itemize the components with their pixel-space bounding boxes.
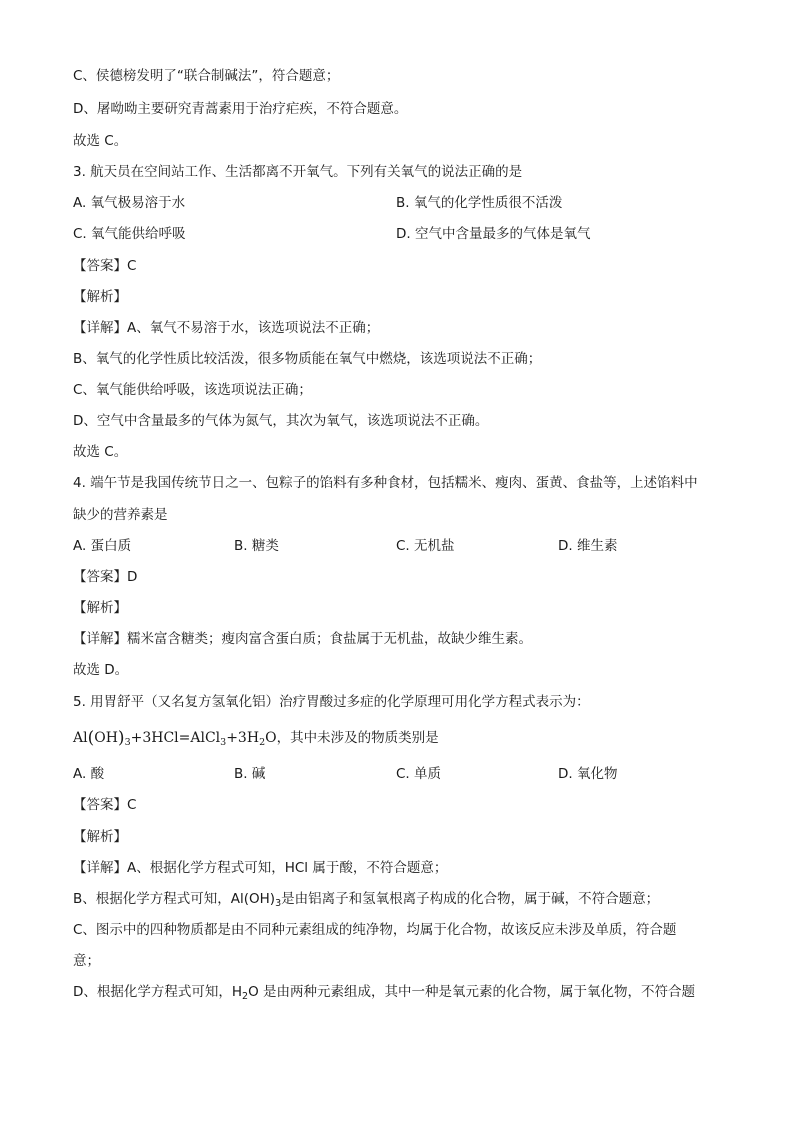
q3-detail-d: D、空气中含量最多的气体为氮气，其次为氧气，该选项说法不正确。: [73, 413, 489, 429]
q4-conclusion: 故选 D。: [73, 662, 129, 678]
q5-detail-d-sub: 2: [242, 991, 249, 1002]
q4-stem-line1: 4. 端午节是我国传统节日之一、包粽子的馅料有多种食材，包括糯米、瘦肉、蛋黄、食盐等，上述馅料中: [73, 475, 698, 491]
q5-detail-c-line2: 意；: [73, 953, 100, 969]
q5-option-b: B. 碱: [234, 766, 266, 782]
formula-part: +3HCl=AlCl: [130, 730, 221, 746]
intro-line-c: C、侯德榜发明了“联合制碱法”，符合题意；: [73, 68, 340, 84]
q4-option-a: A. 蛋白质: [73, 538, 132, 554]
q4-option-b: B. 糖类: [234, 538, 279, 554]
q3-detail-a: 【详解】A、氧气不易溶于水，该选项说法不正确；: [73, 320, 380, 336]
formula-part: +3H: [226, 730, 260, 746]
q5-option-a: A. 酸: [73, 766, 105, 782]
q5-detail-b-sub: 3: [275, 898, 282, 909]
q3-option-c: C. 氧气能供给呼吸: [73, 226, 186, 242]
q3-answer: 【答案】C: [73, 258, 137, 274]
q4-option-d: D. 维生素: [558, 538, 618, 554]
q3-option-a: A. 氧气极易溶于水: [73, 195, 186, 211]
q5-stem-line1: 5. 用胃舒平（又名复方氢氧化铝）治疗胃酸过多症的化学原理可用化学方程式表示为：: [73, 694, 590, 710]
formula-sub: 2: [259, 737, 266, 748]
q4-detail: 【详解】糯米富含糖类；瘦肉富含蛋白质；食盐属于无机盐，故缺少维生素。: [73, 631, 532, 647]
formula-al: Al: [73, 730, 88, 746]
q3-conclusion: 故选 C。: [73, 444, 128, 460]
q4-stem-line2: 缺少的营养素是: [73, 507, 168, 523]
formula-sub: 3: [124, 737, 131, 748]
q5-detail-b-pre: B、根据化学方程式可知，Al(OH): [73, 891, 276, 907]
q3-analysis-label: 【解析】: [73, 289, 127, 305]
q4-analysis-label: 【解析】: [73, 600, 127, 616]
q5-stem-line2: [73, 729, 439, 752]
chemical-equation: [73, 730, 277, 746]
formula-paren-open: (: [87, 728, 95, 748]
q5-detail-d-post: O 是由两种元素组成，其中一种是氧元素的化合物，属于氧化物，不符合题: [248, 984, 696, 1000]
q3-detail-b: B、氧气的化学性质比较活泼，很多物质能在氧气中燃烧，该选项说法不正确；: [73, 351, 542, 367]
formula-oh: OH: [94, 730, 118, 746]
q3-detail-c: C、氧气能供给呼吸，该选项说法正确；: [73, 382, 312, 398]
intro-line-d: D、屠呦呦主要研究青蒿素用于治疗疟疾，不符合题意。: [73, 101, 408, 117]
q5-detail-a: 【详解】A、根据化学方程式可知，HCl 属于酸，不符合题意；: [73, 860, 448, 876]
q3-option-b: B. 氧气的化学性质很不活泼: [396, 195, 563, 211]
q5-option-c: C. 单质: [396, 766, 442, 782]
q5-stem-tail: ，其中未涉及的物质类别是: [276, 730, 439, 746]
q5-detail-b: [73, 890, 659, 913]
q3-option-d: D. 空气中含量最多的气体是氧气: [396, 226, 591, 242]
q4-option-c: C. 无机盐: [396, 538, 455, 554]
formula-part: O: [265, 730, 277, 746]
q5-analysis-label: 【解析】: [73, 829, 127, 845]
q5-detail-d-pre: D、根据化学方程式可知，H: [73, 984, 243, 1000]
intro-conclusion: 故选 C。: [73, 133, 128, 149]
q5-answer: 【答案】C: [73, 797, 137, 813]
formula-paren-close: ): [117, 728, 125, 748]
q5-detail-d: [73, 983, 695, 1006]
formula-sub: 3: [220, 737, 227, 748]
q5-detail-b-post: 是由铝离子和氢氧根离子构成的化合物，属于碱，不符合题意；: [281, 891, 660, 907]
q3-stem: 3. 航天员在空间站工作、生活都离不开氧气。下列有关氧气的说法正确的是: [73, 164, 523, 180]
q5-detail-c-line1: C、图示中的四种物质都是由不同种元素组成的纯净物，均属于化合物，故该反应未涉及单质，符合题: [73, 922, 677, 938]
q4-answer: 【答案】D: [73, 569, 138, 585]
q5-option-d: D. 氧化物: [558, 766, 618, 782]
